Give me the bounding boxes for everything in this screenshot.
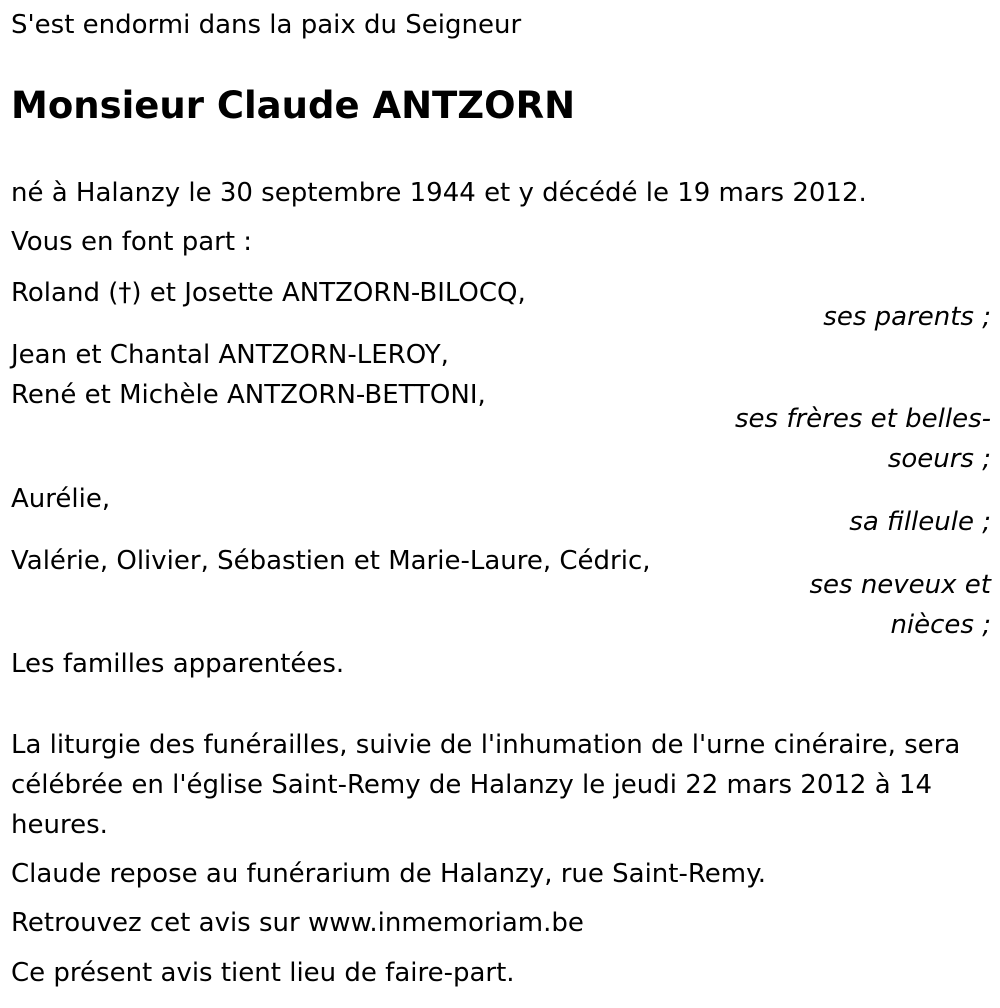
related-families: Les familles apparentées. xyxy=(11,649,345,679)
siblings-role-line-1: ses frères et belles- xyxy=(734,404,991,434)
parents-role: ses parents ; xyxy=(823,302,991,332)
birth-death-text: né à Halanzy le 30 septembre 1944 et y décédé le 19 mars 2012. xyxy=(11,178,867,208)
goddaughter-name: Aurélie, xyxy=(11,484,111,514)
rest-location-text: Claude repose au funérarium de Halanzy, rue Saint-Remy. xyxy=(11,859,767,889)
website-text: Retrouvez cet avis sur www.inmemoriam.be xyxy=(11,908,584,938)
siblings-line-1: Jean et Chantal ANTZORN-LEROY, xyxy=(11,340,449,370)
siblings-line-2: René et Michèle ANTZORN-BETTONI, xyxy=(11,380,486,410)
siblings-role-line-2: soeurs ; xyxy=(887,444,991,474)
nephews-names: Valérie, Olivier, Sébastien et Marie-Laure, Cédric, xyxy=(11,546,651,576)
deceased-name: Monsieur Claude ANTZORN xyxy=(11,84,576,127)
liturgy-text: La liturgie des funérailles, suivie de l'inhumation de l'urne cinéraire, sera célébrée en l'église Saint-Remy de Halanzy le jeudi 22 mars 2012 à 14 heures. xyxy=(11,730,961,840)
parents-names xyxy=(11,273,526,313)
parents-names-before: Roland ( xyxy=(11,278,119,308)
parents-names-after: ) et Josette ANTZORN-BILOCQ, xyxy=(131,278,526,308)
closing-text: Ce présent avis tient lieu de faire-part. xyxy=(11,958,515,988)
goddaughter-role: sa filleule ; xyxy=(849,507,991,537)
nephews-role-line-2: nièces ; xyxy=(890,610,991,640)
cross-symbol: † xyxy=(118,278,132,308)
intro-text: S'est endormi dans la paix du Seigneur xyxy=(11,10,522,40)
nephews-role-line-1: ses neveux et xyxy=(809,570,991,600)
announcement-text: Vous en font part : xyxy=(11,227,253,257)
